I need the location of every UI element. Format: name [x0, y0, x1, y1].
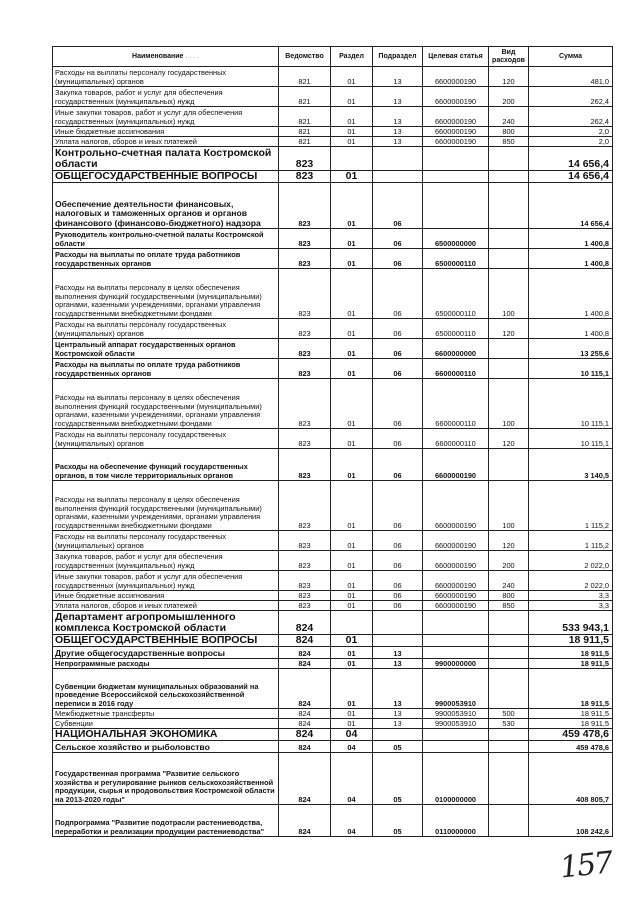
row-dept: 824	[279, 709, 331, 719]
row-section: 01	[331, 449, 373, 481]
row-sum: 14 656,4	[529, 171, 613, 183]
row-sum: 18 911,5	[529, 635, 613, 647]
row-section: 01	[331, 601, 373, 611]
header-exp: Вид расходов	[489, 47, 529, 67]
row-subsection: 06	[373, 183, 423, 229]
row-section: 01	[331, 429, 373, 449]
table-row	[53, 67, 613, 87]
row-name: Иные закупки товаров, работ и услуг для обеспечения государственных (муниципальных) нужд	[53, 107, 279, 127]
row-sum: 2,0	[529, 127, 613, 137]
row-sum: 14 656,4	[529, 147, 613, 171]
row-sum: 1 115,2	[529, 481, 613, 531]
row-exp: 240	[489, 571, 529, 591]
budget-table	[52, 46, 613, 837]
table-row	[53, 87, 613, 107]
row-name: Расходы на обеспечение функций государственных органов, в том числе территориальных органов	[53, 449, 279, 481]
header-subsection: Подраздел	[373, 47, 423, 67]
row-dept: 824	[279, 741, 331, 753]
row-section: 01	[331, 339, 373, 359]
row-target: 9900053910	[423, 669, 489, 709]
row-name: Субвенции бюджетам муниципальных образований на проведение Всероссийской сельскохозяйственной переписи в 2016 году	[53, 669, 279, 709]
row-exp: 530	[489, 719, 529, 729]
row-sum: 533 943,1	[529, 611, 613, 635]
row-dept: 824	[279, 669, 331, 709]
row-target: 6500000110	[423, 249, 489, 269]
row-target	[423, 147, 489, 171]
row-dept: 823	[279, 183, 331, 229]
table-row	[53, 429, 613, 449]
header-name-text: Наименование	[132, 52, 184, 60]
row-subsection: 06	[373, 339, 423, 359]
row-sum: 262,4	[529, 107, 613, 127]
row-exp	[489, 635, 529, 647]
row-section: 01	[331, 669, 373, 709]
table-row	[53, 379, 613, 429]
row-section: 01	[331, 647, 373, 659]
row-dept: 824	[279, 647, 331, 659]
table-row	[53, 339, 613, 359]
row-name: Обеспечение деятельности финансовых, налоговых и таможенных органов и органов финансового (финансово-бюджетного) надзора	[53, 183, 279, 229]
row-subsection: 06	[373, 269, 423, 319]
row-sum: 10 115,1	[529, 379, 613, 429]
row-name: Иные бюджетные ассигнования	[53, 591, 279, 601]
row-dept: 823	[279, 531, 331, 551]
table-row	[53, 709, 613, 719]
page-number: 157	[558, 845, 613, 886]
row-target: 9900053910	[423, 709, 489, 719]
row-subsection	[373, 635, 423, 647]
row-target: 0100000000	[423, 753, 489, 805]
row-dept: 823	[279, 571, 331, 591]
row-exp: 100	[489, 269, 529, 319]
row-exp	[489, 729, 529, 741]
row-dept: 823	[279, 359, 331, 379]
row-subsection: 06	[373, 591, 423, 601]
row-sum: 18 911,5	[529, 719, 613, 729]
row-name: Расходы на выплаты персоналу государственных (муниципальных) органов	[53, 531, 279, 551]
row-exp	[489, 611, 529, 635]
row-subsection: 13	[373, 107, 423, 127]
row-target: 6600000190	[423, 107, 489, 127]
row-section: 01	[331, 127, 373, 137]
row-dept: 823	[279, 269, 331, 319]
table-row	[53, 531, 613, 551]
row-dept: 821	[279, 67, 331, 87]
row-subsection	[373, 171, 423, 183]
row-subsection: 05	[373, 753, 423, 805]
row-section: 04	[331, 753, 373, 805]
row-exp: 120	[489, 319, 529, 339]
row-section: 01	[331, 359, 373, 379]
row-target: 6600000190	[423, 127, 489, 137]
row-dept: 824	[279, 611, 331, 635]
row-name: Центральный аппарат государственных органов Костромской области	[53, 339, 279, 359]
row-section: 01	[331, 107, 373, 127]
row-section: 01	[331, 183, 373, 229]
row-dept: 821	[279, 137, 331, 147]
header-dots: . . . .	[185, 52, 199, 60]
table-row	[53, 269, 613, 319]
row-target: 0110000000	[423, 805, 489, 837]
row-exp	[489, 359, 529, 379]
row-target: 6600000190	[423, 87, 489, 107]
row-section: 01	[331, 659, 373, 669]
row-target: 6600000190	[423, 67, 489, 87]
row-sum: 262,4	[529, 87, 613, 107]
row-dept: 824	[279, 635, 331, 647]
row-sum: 18 911,5	[529, 659, 613, 669]
row-sum: 1 400,8	[529, 229, 613, 249]
table-row	[53, 659, 613, 669]
row-exp	[489, 147, 529, 171]
row-exp: 500	[489, 709, 529, 719]
row-subsection: 13	[373, 127, 423, 137]
row-exp: 800	[489, 127, 529, 137]
row-dept: 824	[279, 805, 331, 837]
table-row	[53, 635, 613, 647]
table-row	[53, 481, 613, 531]
row-target: 6600000110	[423, 359, 489, 379]
row-target: 9900000000	[423, 659, 489, 669]
row-dept: 821	[279, 127, 331, 137]
row-name: Государственная программа "Развитие сельского хозяйства и регулирование рынков сельскохозяйственной продукции, сырья и продовольствия Костромской области на 2013-2020 годы"	[53, 753, 279, 805]
table-row	[53, 137, 613, 147]
row-subsection: 06	[373, 481, 423, 531]
row-sum: 3,3	[529, 601, 613, 611]
row-exp: 100	[489, 481, 529, 531]
row-name: Расходы на выплаты персоналу государственных (муниципальных) органов	[53, 67, 279, 87]
row-sum: 459 478,6	[529, 729, 613, 741]
row-section: 01	[331, 635, 373, 647]
row-target	[423, 611, 489, 635]
row-dept: 823	[279, 171, 331, 183]
row-exp: 120	[489, 531, 529, 551]
table-row	[53, 449, 613, 481]
row-section: 01	[331, 87, 373, 107]
table-row	[53, 729, 613, 741]
row-name: Расходы на выплаты персоналу государственных (муниципальных) органов	[53, 429, 279, 449]
row-section: 01	[331, 67, 373, 87]
row-subsection	[373, 611, 423, 635]
table-row	[53, 249, 613, 269]
row-dept: 824	[279, 753, 331, 805]
row-section: 01	[331, 591, 373, 601]
row-target: 6600000190	[423, 551, 489, 571]
row-target: 6600000190	[423, 601, 489, 611]
row-sum: 18 911,5	[529, 709, 613, 719]
row-name: Уплата налогов, сборов и иных платежей	[53, 137, 279, 147]
row-exp: 850	[489, 601, 529, 611]
row-subsection: 05	[373, 805, 423, 837]
row-section: 01	[331, 379, 373, 429]
row-target	[423, 741, 489, 753]
row-section: 01	[331, 229, 373, 249]
row-subsection	[373, 729, 423, 741]
table-row	[53, 229, 613, 249]
header-name	[53, 47, 279, 67]
row-section: 01	[331, 249, 373, 269]
table-row	[53, 359, 613, 379]
table-row	[53, 551, 613, 571]
table-row	[53, 107, 613, 127]
table-row	[53, 571, 613, 591]
row-target: 6600000190	[423, 481, 489, 531]
row-subsection: 06	[373, 531, 423, 551]
table-row	[53, 741, 613, 753]
row-target	[423, 647, 489, 659]
row-target: 6600000110	[423, 429, 489, 449]
row-subsection: 06	[373, 601, 423, 611]
row-target	[423, 183, 489, 229]
row-section: 01	[331, 269, 373, 319]
table-row	[53, 669, 613, 709]
row-target: 6600000190	[423, 591, 489, 601]
row-dept: 823	[279, 481, 331, 531]
row-dept: 823	[279, 339, 331, 359]
row-exp	[489, 339, 529, 359]
row-subsection: 13	[373, 719, 423, 729]
table-row	[53, 719, 613, 729]
row-section	[331, 611, 373, 635]
row-subsection: 13	[373, 669, 423, 709]
table-row	[53, 805, 613, 837]
row-section: 01	[331, 719, 373, 729]
row-subsection: 06	[373, 359, 423, 379]
row-target	[423, 635, 489, 647]
table-row	[53, 611, 613, 635]
row-dept: 823	[279, 551, 331, 571]
row-dept: 823	[279, 591, 331, 601]
row-target	[423, 171, 489, 183]
row-subsection: 06	[373, 379, 423, 429]
row-dept: 821	[279, 87, 331, 107]
row-subsection: 06	[373, 249, 423, 269]
row-sum: 10 115,1	[529, 359, 613, 379]
table-row	[53, 591, 613, 601]
row-dept: 823	[279, 429, 331, 449]
table-row	[53, 127, 613, 137]
row-subsection: 06	[373, 571, 423, 591]
row-sum: 1 400,8	[529, 319, 613, 339]
row-section: 01	[331, 481, 373, 531]
row-section: 01	[331, 551, 373, 571]
row-exp: 200	[489, 551, 529, 571]
row-name: Руководитель контрольно-счетной палаты Костромской области	[53, 229, 279, 249]
row-exp	[489, 249, 529, 269]
row-dept: 823	[279, 147, 331, 171]
row-name: ОБЩЕГОСУДАРСТВЕННЫЕ ВОПРОСЫ	[53, 171, 279, 183]
row-name: Расходы на выплаты по оплате труда работников государственных органов	[53, 249, 279, 269]
row-section: 01	[331, 319, 373, 339]
row-dept: 824	[279, 659, 331, 669]
row-sum: 10 115,1	[529, 429, 613, 449]
row-section: 01	[331, 171, 373, 183]
row-section: 01	[331, 137, 373, 147]
row-dept: 823	[279, 319, 331, 339]
row-subsection: 06	[373, 429, 423, 449]
row-target: 6500000000	[423, 229, 489, 249]
row-exp	[489, 805, 529, 837]
row-sum: 3 140,5	[529, 449, 613, 481]
row-exp: 120	[489, 429, 529, 449]
table-row	[53, 601, 613, 611]
row-name: Уплата налогов, сборов и иных платежей	[53, 601, 279, 611]
row-sum: 408 805,7	[529, 753, 613, 805]
row-sum: 2,0	[529, 137, 613, 147]
row-exp: 800	[489, 591, 529, 601]
row-name: Подпрограмма "Развитие подотрасли растениеводства, переработки и реализации продукции растениеводства"	[53, 805, 279, 837]
row-target: 6600000110	[423, 379, 489, 429]
row-subsection: 06	[373, 229, 423, 249]
table-row	[53, 183, 613, 229]
row-exp	[489, 229, 529, 249]
row-exp: 100	[489, 379, 529, 429]
header-section: Раздел	[331, 47, 373, 67]
row-target: 6600000000	[423, 339, 489, 359]
row-exp: 120	[489, 67, 529, 87]
row-dept: 823	[279, 601, 331, 611]
row-name: ОБЩЕГОСУДАРСТВЕННЫЕ ВОПРОСЫ	[53, 635, 279, 647]
row-dept: 824	[279, 729, 331, 741]
row-subsection: 05	[373, 741, 423, 753]
row-name: Непрограммные расходы	[53, 659, 279, 669]
row-target: 6500000110	[423, 319, 489, 339]
row-exp: 850	[489, 137, 529, 147]
row-dept: 823	[279, 229, 331, 249]
row-sum: 14 656,4	[529, 183, 613, 229]
row-exp	[489, 449, 529, 481]
row-subsection: 13	[373, 137, 423, 147]
row-target	[423, 729, 489, 741]
row-name: Закупка товаров, работ и услуг для обеспечения государственных (муниципальных) нужд	[53, 551, 279, 571]
row-name: Закупка товаров, работ и услуг для обеспечения государственных (муниципальных) нужд	[53, 87, 279, 107]
row-sum: 18 911,5	[529, 647, 613, 659]
row-section: 01	[331, 531, 373, 551]
row-sum: 18 911,5	[529, 669, 613, 709]
row-target: 6600000190	[423, 137, 489, 147]
row-name: Иные бюджетные ассигнования	[53, 127, 279, 137]
table-row	[53, 319, 613, 339]
row-section: 01	[331, 709, 373, 719]
row-section: 04	[331, 741, 373, 753]
row-subsection: 13	[373, 659, 423, 669]
row-dept: 821	[279, 107, 331, 127]
row-exp	[489, 183, 529, 229]
row-name: Департамент агропромышленного комплекса Костромской области	[53, 611, 279, 635]
row-exp	[489, 171, 529, 183]
table-row	[53, 647, 613, 659]
row-sum: 2 022,0	[529, 571, 613, 591]
row-subsection: 06	[373, 449, 423, 481]
row-target: 6500000110	[423, 269, 489, 319]
row-section: 01	[331, 571, 373, 591]
row-name: Расходы на выплаты по оплате труда работников государственных органов	[53, 359, 279, 379]
row-dept: 823	[279, 249, 331, 269]
row-sum: 1 400,8	[529, 249, 613, 269]
header-sum: Сумма	[529, 47, 613, 67]
row-name: Контрольно-счетная палата Костромской области	[53, 147, 279, 171]
row-subsection: 06	[373, 319, 423, 339]
table-row	[53, 171, 613, 183]
row-sum: 3,3	[529, 591, 613, 601]
row-name: Расходы на выплаты персоналу в целях обеспечения выполнения функций государственными (муниципальными) органами, казенными учреждениями, органами управления государственными внебюджетными фондами	[53, 379, 279, 429]
row-exp	[489, 647, 529, 659]
row-target: 9900053910	[423, 719, 489, 729]
header-dept: Ведомство	[279, 47, 331, 67]
row-name: Межбюджетные трансферты	[53, 709, 279, 719]
row-name: Другие общегосударственные вопросы	[53, 647, 279, 659]
header-target: Целевая статья	[423, 47, 489, 67]
row-name: Расходы на выплаты персоналу в целях обеспечения выполнения функций государственными (муниципальными) органами, казенными учреждениями, органами управления государственными внебюджетными фондами	[53, 269, 279, 319]
row-target: 6600000190	[423, 571, 489, 591]
row-exp	[489, 753, 529, 805]
row-section	[331, 147, 373, 171]
row-section: 04	[331, 729, 373, 741]
row-sum: 1 400,8	[529, 269, 613, 319]
row-target: 6600000190	[423, 531, 489, 551]
row-sum: 1 115,2	[529, 531, 613, 551]
row-sum: 108 242,6	[529, 805, 613, 837]
row-name: Расходы на выплаты персоналу государственных (муниципальных) органов	[53, 319, 279, 339]
row-sum: 13 255,6	[529, 339, 613, 359]
table-row	[53, 147, 613, 171]
row-name: Расходы на выплаты персоналу в целях обеспечения выполнения функций государственными (муниципальными) органами, казенными учреждениями, органами управления государственными внебюджетными фондами	[53, 481, 279, 531]
row-subsection: 13	[373, 87, 423, 107]
row-subsection	[373, 147, 423, 171]
row-sum: 459 478,6	[529, 741, 613, 753]
table-row	[53, 753, 613, 805]
row-exp: 200	[489, 87, 529, 107]
row-sum: 481,0	[529, 67, 613, 87]
table-header-row	[53, 47, 613, 67]
row-dept: 824	[279, 719, 331, 729]
row-subsection: 13	[373, 67, 423, 87]
row-name: Субвенции	[53, 719, 279, 729]
row-name: Сельское хозяйство и рыболовство	[53, 741, 279, 753]
row-subsection: 06	[373, 551, 423, 571]
row-name: НАЦИОНАЛЬНАЯ ЭКОНОМИКА	[53, 729, 279, 741]
row-target: 6600000190	[423, 449, 489, 481]
row-section: 04	[331, 805, 373, 837]
row-subsection: 13	[373, 709, 423, 719]
row-exp	[489, 741, 529, 753]
row-name: Иные закупки товаров, работ и услуг для обеспечения государственных (муниципальных) нужд	[53, 571, 279, 591]
row-exp	[489, 659, 529, 669]
row-dept: 823	[279, 449, 331, 481]
row-subsection: 13	[373, 647, 423, 659]
row-sum: 2 022,0	[529, 551, 613, 571]
row-exp: 240	[489, 107, 529, 127]
row-exp	[489, 669, 529, 709]
row-dept: 823	[279, 379, 331, 429]
